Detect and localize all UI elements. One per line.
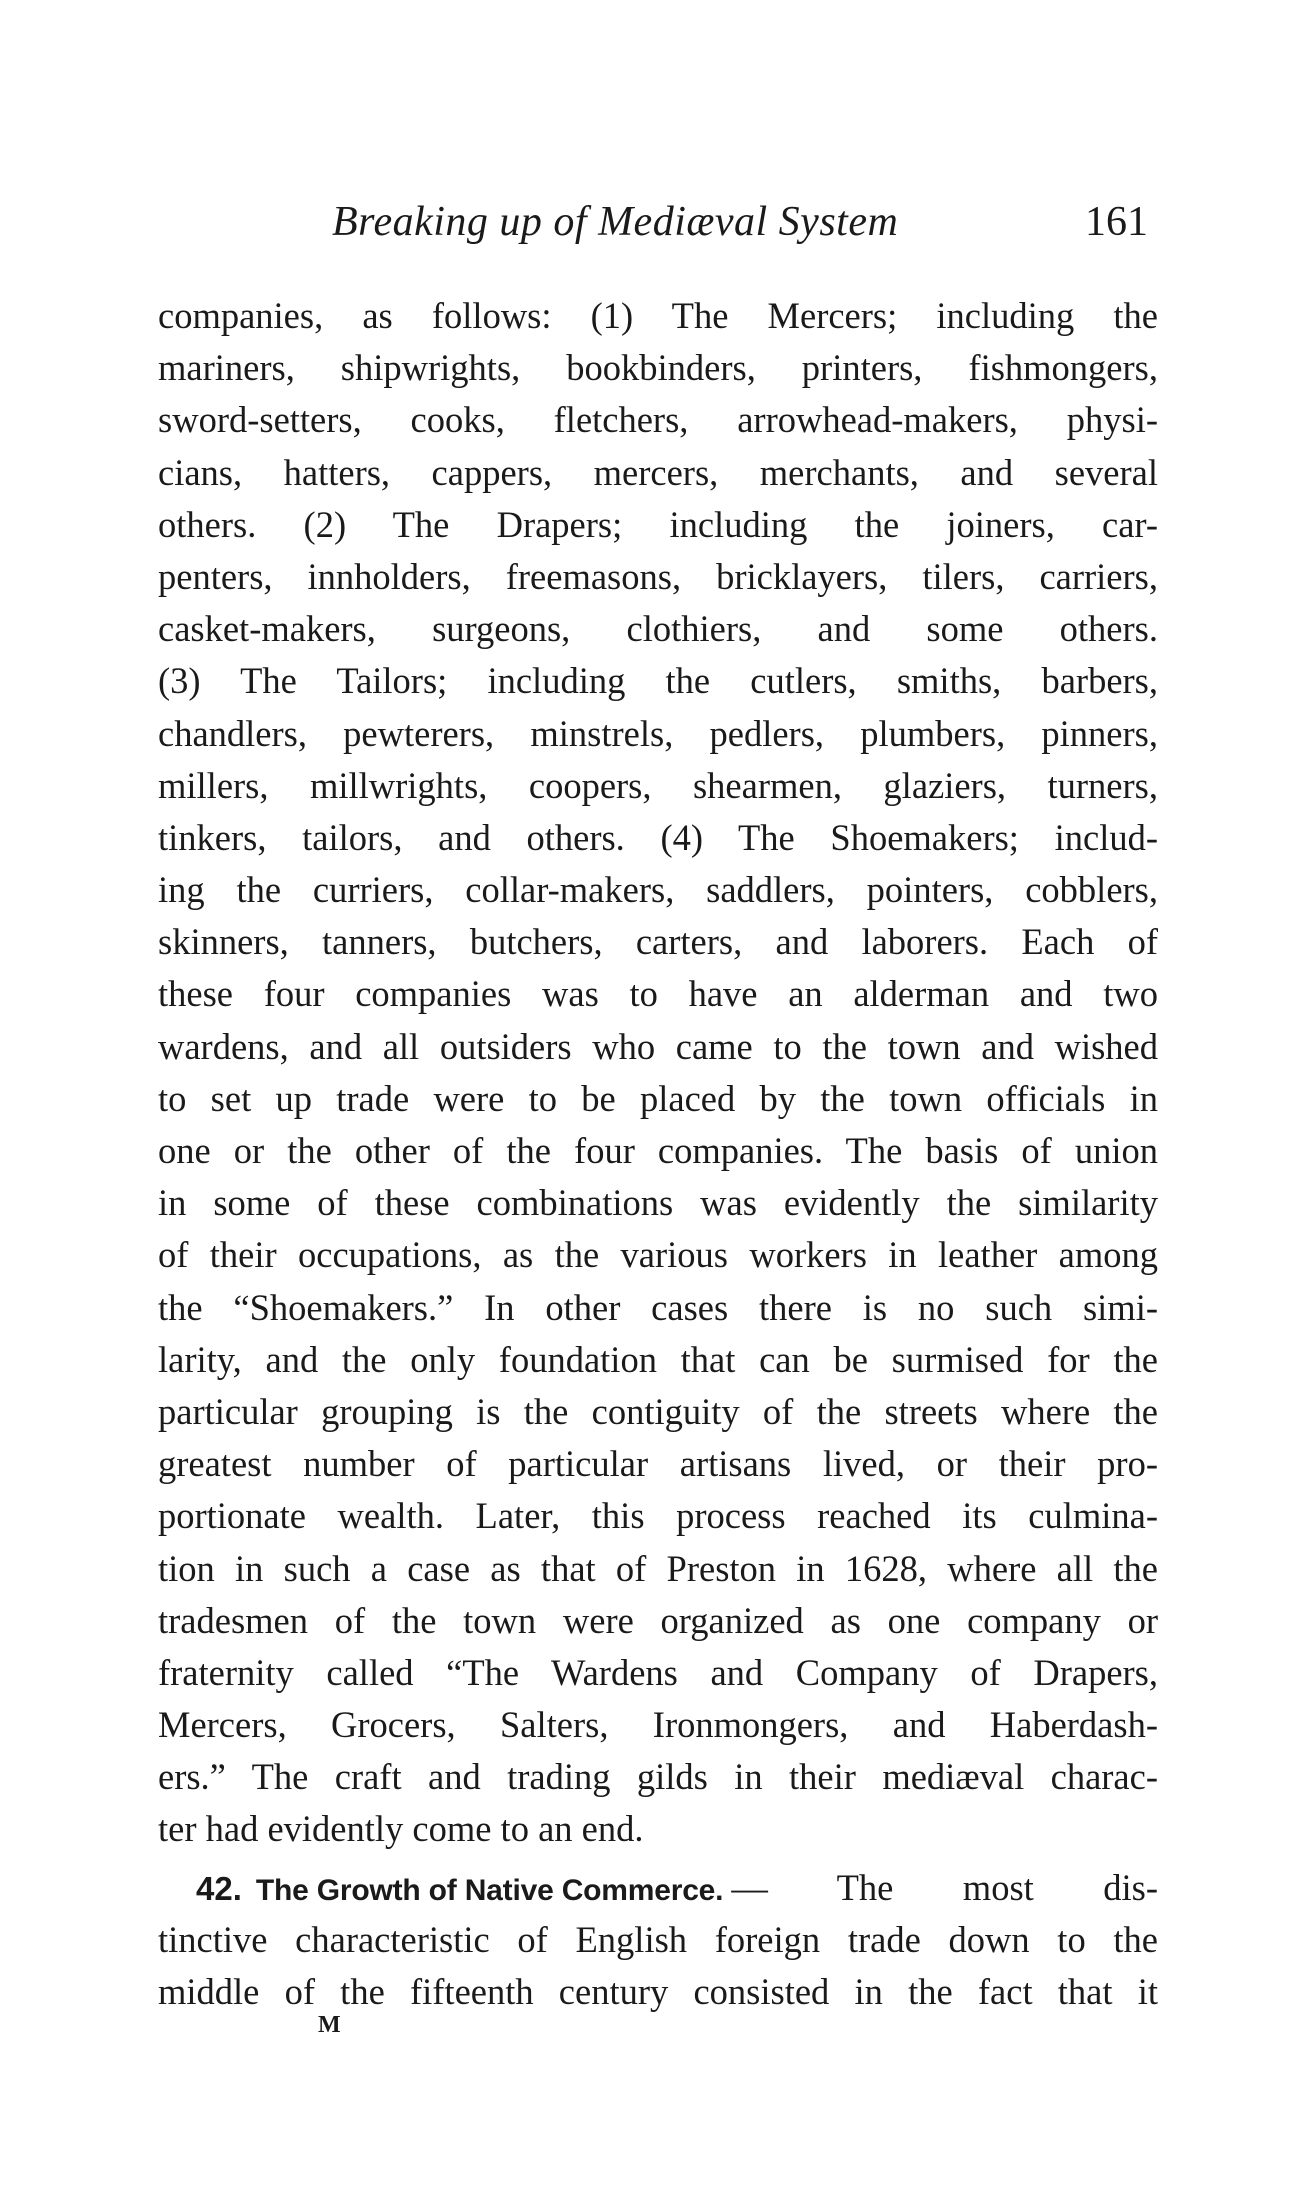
text-line: others. (2) The Drapers; including the joiners, car-: [158, 503, 1158, 545]
section-text-line: middle of the fifteenth century consisted in the fact that it: [158, 1971, 1158, 2012]
section-42: [158, 1862, 1158, 2019]
text-line: portionate wealth. Later, this process reached its culmina-: [158, 1495, 1158, 1537]
section-heading-line: [158, 1862, 1158, 1914]
section-text-line: tinctive characteristic of English foreign trade down to the: [158, 1918, 1158, 1960]
text-line: one or the other of the four companies. The basis of union: [158, 1130, 1158, 1171]
section-title: The Growth of Native Commerce.: [255, 1873, 724, 1907]
text-line: in some of these combinations was evidently the similarity: [158, 1182, 1158, 1224]
section-number: 42.: [196, 1869, 242, 1907]
text-line: chandlers, pewterers, minstrels, pedlers, plumbers, pinners,: [158, 712, 1158, 754]
section-text-line: — The most dis-: [731, 1866, 1158, 1908]
text-line: to set up trade were to be placed by the town officials in: [158, 1077, 1158, 1119]
text-line: casket-makers, surgeons, clothiers, and some others.: [158, 608, 1158, 650]
text-line: tion in such a case as that of Preston in 1628, where all the: [158, 1547, 1158, 1589]
text-line: companies, as follows: (1) The Mercers; including the: [158, 295, 1158, 336]
page-number: 161: [1085, 199, 1148, 245]
text-line: particular grouping is the contiguity of the streets where the: [158, 1390, 1158, 1432]
text-line: mariners, shipwrights, bookbinders, printers, fishmongers,: [158, 347, 1158, 389]
body-text: [158, 290, 1158, 2018]
text-line: ers.” The craft and trading gilds in their mediæval charac-: [158, 1756, 1158, 1798]
text-line: cians, hatters, cappers, mercers, merchants, and several: [158, 451, 1158, 493]
text-line: (3) The Tailors; including the cutlers, smiths, barbers,: [158, 660, 1158, 702]
text-line: millers, millwrights, coopers, shearmen, glaziers, turners,: [158, 764, 1158, 806]
text-line: fraternity called “The Wardens and Company of Drapers,: [158, 1651, 1158, 1693]
text-line: ing the curriers, collar-makers, saddlers, pointers, cobblers,: [158, 869, 1158, 911]
text-line: tinkers, tailors, and others. (4) The Shoemakers; includ-: [158, 816, 1158, 858]
paragraph: [158, 290, 1158, 1856]
text-line: ter had evidently come to an end.: [158, 1808, 644, 1850]
running-title: Breaking up of Mediæval System: [332, 199, 899, 245]
text-line: Mercers, Grocers, Salters, Ironmongers, and Haberdash-: [158, 1704, 1158, 1746]
text-line: of their occupations, as the various workers in leather among: [158, 1234, 1158, 1276]
text-line: the “Shoemakers.” In other cases there is no such simi-: [158, 1286, 1158, 1328]
text-line: wardens, and all outsiders who came to the town and wished: [158, 1025, 1158, 1067]
text-line: larity, and the only foundation that can be surmised for the: [158, 1338, 1158, 1380]
text-line: skinners, tanners, butchers, carters, and laborers. Each of: [158, 921, 1158, 963]
text-line: tradesmen of the town were organized as one company or: [158, 1599, 1158, 1641]
text-line: penters, innholders, freemasons, bricklayers, tilers, carriers,: [158, 555, 1158, 597]
printer-signature-mark: M: [318, 2012, 342, 2038]
text-line: greatest number of particular artisans lived, or their pro-: [158, 1443, 1158, 1485]
text-line: sword-setters, cooks, fletchers, arrowhead-makers, physi-: [158, 399, 1158, 441]
text-line: these four companies was to have an alderman and two: [158, 973, 1158, 1015]
running-head: [160, 198, 1160, 258]
